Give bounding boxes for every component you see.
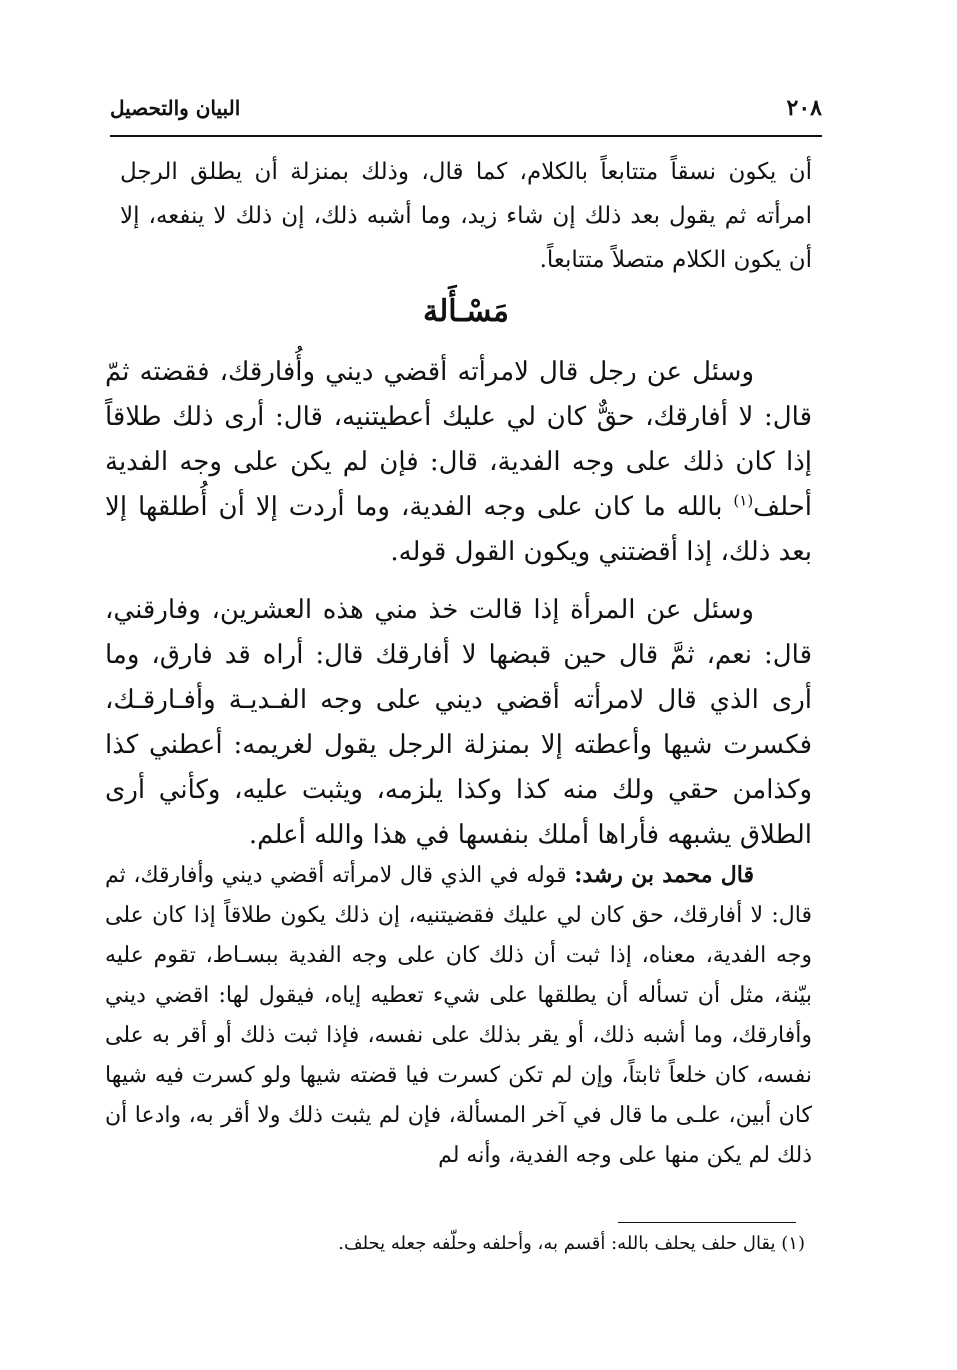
question-1-text-start: وسئل عن رجل قال لامرأته أقضي ديني وأُفارقك، فقضته ثمّ قال: لا أفارقك، حقٌّ كان لي عليك أعطيتنيه، قال: أرى ذلك طلاقاً إذا كان ذلك على وجه الفدية، قال: فإن لم يكن على وجه الفدية أحلف	[105, 357, 812, 522]
page-number: ٢٠٨	[786, 95, 822, 121]
intro-paragraph: أن يكون نسقاً متتابعاً بالكلام، كما قال، وذلك بمنزلة أن يطلق الرجل امرأته ثم يقول بعد ذلك إن شاء زيد، وما أشبه ذلك، إن ذلك لا ينفعه، إلا أن يكون الكلام متصلاً متتابعاً.	[120, 159, 812, 273]
page-header	[110, 88, 822, 128]
commentary-speaker: قال محمد بن رشد:	[574, 862, 754, 888]
footnote-rule	[618, 1222, 796, 1223]
question-1-text-end: بالله ما كان على وجه الفدية، وما أردت إلا أن أُطلقها إلا بعد ذلك، إذا أقضتني ويكون القول قوله.	[105, 492, 812, 567]
commentary-text: قوله في الذي قال لامرأته أقضي ديني وأفارقك، ثم قال: لا أفارقك، حق كان لي عليك فقضيتنيه، إن ذلك يكون طلاقاً إذا كان على وجه الفدية، معناه، إذا ثبت أن ذلك كان على وجه الفدية ببسـاط، تقوم عليه بيّنة، مثل أن تسأله أن يطلقها على شيء تعطيه إياه، فيقول لها: اقضي ديني وأفارقك، وما أشبه ذلك، أو يقر بذلك على نفسه، فإذا ثبت ذلك أو أقر به على نفسه، كان خلعاً ثابتاً، وإن لم تكن كسرت فيا قضته شيها ولو كسرت فيه شيها كان أبين، علـى ما قال في آخر المسألة، فإن لم يثبت ذلك ولا أقر به، وادعا أن ذلك لم يكن منها على وجه الفدية، وأنه لم	[105, 863, 812, 1168]
commentary-paragraph	[105, 855, 812, 1176]
footnote: (١) يقال حلف يحلف بالله: أقسم به، وأحلفه وحلّفه جعله يحلف.	[338, 1233, 805, 1254]
question-1-paragraph	[105, 350, 812, 575]
running-title: البيان والتحصيل	[110, 96, 241, 120]
header-rule	[110, 135, 822, 137]
section-title: مَسْـأَلة	[423, 294, 509, 329]
footnote-marker: (١)	[733, 491, 754, 510]
question-2-paragraph: وسئل عن المرأة إذا قالت خذ مني هذه العشرين، وفارقني، قال: نعم، ثمَّ قال حين قبضها لا أفارقك قال: أراه قد فارق، وما أرى الذي قال لامرأته أقضي ديني على وجه الفـديـة وأفـارقـك، فكسرت شيها وأعطته إلا بمنزلة الرجل يقول لغريمه: أعطني كذا وكذامن حقي ولك منه كذا وكذا يلزمه، ويثبت عليه، وكأني أرى الطلاق يشبهه فأراها أملك بنفسها في هذا والله أعلم.	[105, 595, 812, 850]
